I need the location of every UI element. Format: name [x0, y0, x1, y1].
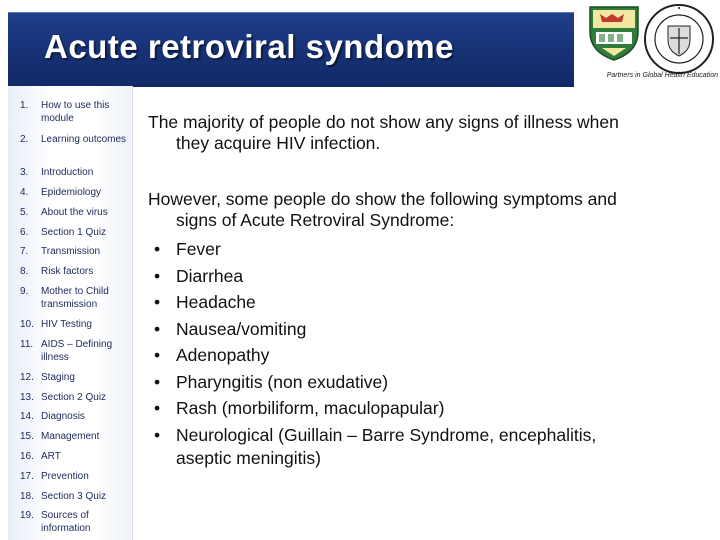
- symptom-item: [148, 316, 713, 343]
- nav-number: 10.: [20, 319, 34, 330]
- slide-title: Acute retroviral syndome: [44, 28, 454, 65]
- nav-label: HIV Testing: [41, 319, 92, 330]
- symptom-text: Adenopathy: [176, 345, 270, 365]
- nav-label: How to use this module: [41, 100, 110, 124]
- nav-number: 15.: [20, 431, 34, 442]
- nav-number: 13.: [20, 392, 34, 403]
- nav-label: Sources of information: [41, 510, 91, 534]
- nav-number: 5.: [20, 207, 29, 218]
- symptom-text: Nausea/vomiting: [176, 318, 307, 339]
- nav-label: Risk factors: [41, 266, 94, 277]
- nav-label: Section 1 Quiz: [41, 227, 107, 238]
- symptom-text: Rash (morbiliform, maculopapular): [176, 398, 445, 418]
- bullet-marker: •: [154, 345, 161, 365]
- bullet-marker: •: [154, 239, 161, 259]
- nav-number: 12.: [20, 372, 34, 383]
- nav-label: Section 2 Quiz: [41, 392, 107, 403]
- nav-label: Epidemiology: [41, 187, 102, 198]
- symptom-text: Diarrhea: [176, 265, 244, 286]
- symptom-item: [148, 369, 713, 396]
- nav-label: Diagnosis: [41, 411, 85, 422]
- nav-number: 17.: [20, 471, 34, 482]
- nav-label: ART: [41, 451, 61, 462]
- bullet-marker: •: [154, 371, 161, 392]
- nav-number: 11.: [20, 339, 34, 350]
- nav-number: 6.: [20, 227, 29, 238]
- nav-number: 19.: [20, 510, 34, 521]
- nav-label: AIDS – Defining illness: [41, 339, 113, 363]
- nav-number: 8.: [20, 266, 29, 277]
- symptom-text: Fever: [176, 239, 221, 259]
- nav-number: 16.: [20, 451, 34, 462]
- nav-number: 7.: [20, 246, 29, 257]
- nav-label: Introduction: [41, 167, 94, 178]
- tagline: Partners in Global Health Education: [606, 72, 718, 79]
- bullet-marker: •: [154, 318, 161, 339]
- nav-number: 1.: [20, 100, 29, 111]
- symptom-item: [148, 263, 713, 290]
- university-shield-logo: [586, 4, 642, 62]
- symptoms-intro-paragraph: [148, 189, 713, 231]
- symptom-item: [148, 236, 713, 263]
- intro-line-1: The majority of people do not show any signs of illness when: [148, 112, 619, 132]
- nav-label: Section 3 Quiz: [41, 491, 107, 502]
- nav-label: Mother to Child transmission: [41, 286, 109, 310]
- bullet-marker: •: [154, 292, 161, 312]
- symptom-item: [148, 422, 713, 470]
- bullet-marker: •: [154, 424, 161, 445]
- nav-number: 14.: [20, 411, 34, 422]
- nav-number: 18.: [20, 491, 34, 502]
- bullet-marker: •: [154, 398, 161, 418]
- symptoms-intro-line-1: However, some people do show the following symptoms and: [148, 189, 617, 209]
- nav-label: Learning outcomes: [41, 134, 127, 145]
- nav-label: Management: [41, 431, 100, 442]
- nav-label: About the virus: [41, 207, 108, 218]
- nav-label: Prevention: [41, 471, 89, 482]
- nav-label: Staging: [41, 372, 75, 383]
- nav-number: 2.: [20, 134, 29, 145]
- nav-label: Transmission: [41, 246, 101, 257]
- symptom-item: [148, 289, 713, 316]
- symptom-text-continuation: aseptic meningitis): [176, 448, 321, 468]
- bullet-marker: •: [154, 265, 161, 286]
- symptom-text: Headache: [176, 292, 256, 312]
- symptom-item: [148, 342, 713, 369]
- symptom-text: Neurological (Guillain – Barre Syndrome, encephalitis,: [176, 424, 597, 445]
- nav-number: 3.: [20, 167, 29, 178]
- college-seal-logo: [642, 2, 716, 76]
- symptom-item: [148, 395, 713, 422]
- intro-line-2: they acquire HIV infection.: [176, 133, 381, 153]
- symptom-list: [148, 236, 713, 469]
- symptom-text: Pharyngitis (non exudative): [176, 371, 389, 392]
- nav-number: 4.: [20, 187, 29, 198]
- symptoms-intro-line-2: signs of Acute Retroviral Syndrome:: [176, 210, 455, 230]
- intro-paragraph: [148, 112, 713, 154]
- nav-number: 9.: [20, 286, 29, 297]
- sidebar-nav: [8, 86, 133, 540]
